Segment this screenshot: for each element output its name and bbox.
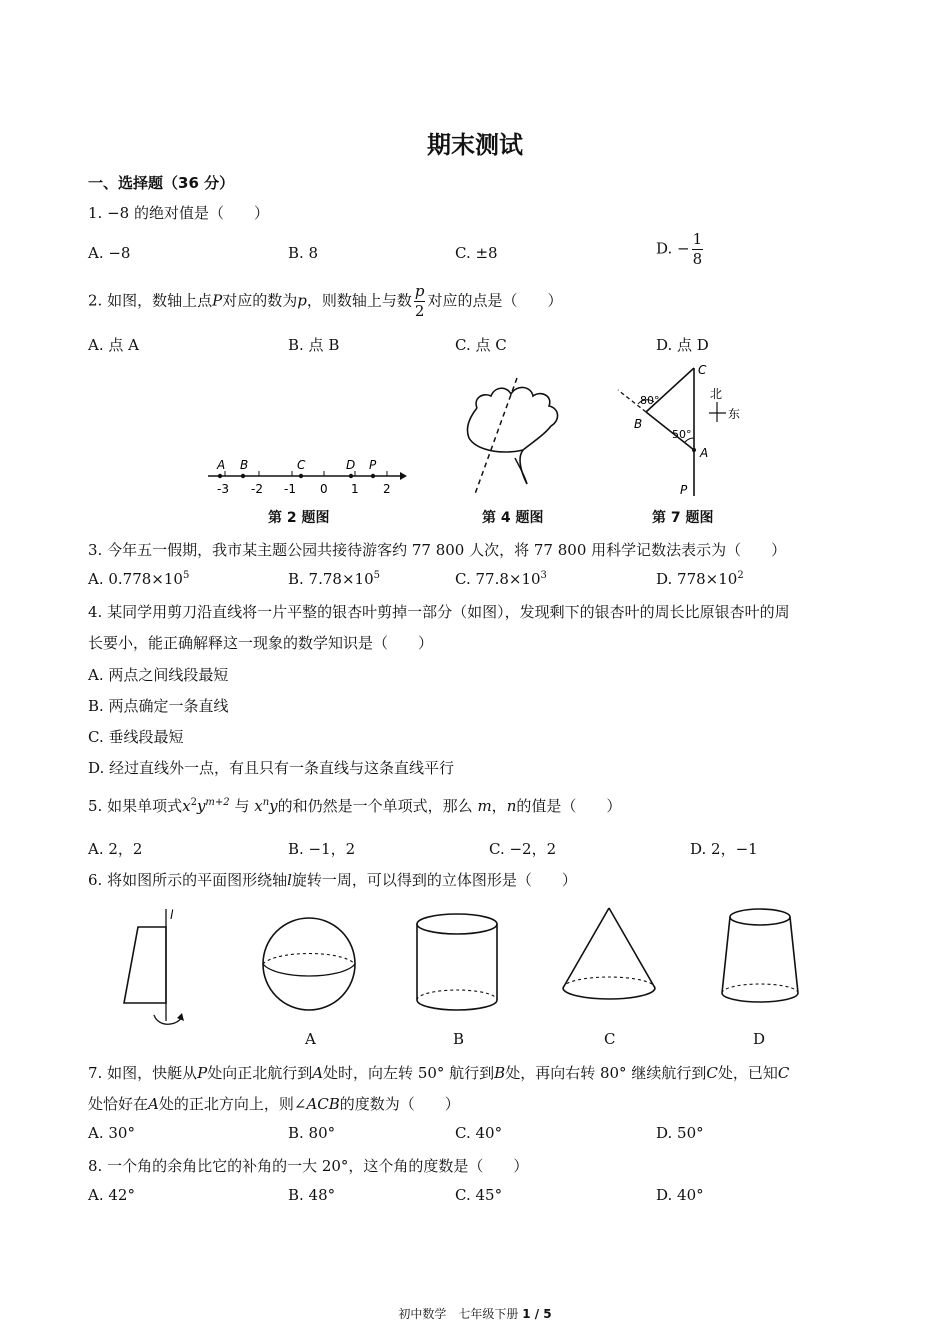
- q2-option-c: C. 点 C: [455, 336, 507, 354]
- numberline-tick: -2: [251, 482, 263, 496]
- question-1: 1. −8 的绝对值是（ ）: [88, 204, 269, 222]
- page-number: 1 / 5: [522, 1307, 552, 1321]
- q1-option-d: [656, 232, 705, 267]
- question-3: 3. 今年五一假期，我市某主题公园共接待游客约 77 800 人次，将 77 800 用科学记数法表示为（ ）: [88, 541, 787, 559]
- q7-t1: 7. 如图，快艇从: [88, 1064, 198, 1082]
- q5-var: x: [254, 797, 263, 815]
- solid-label-a: A: [305, 1030, 316, 1048]
- q6-text-pre: 6. 将如图所示的平面图形绕轴: [88, 871, 288, 889]
- sphere-figure: [258, 910, 360, 1020]
- figure-caption-4: 第 4 题图: [482, 510, 544, 526]
- question-7-line1: [88, 1062, 789, 1083]
- q5-exp: 2: [190, 797, 197, 808]
- point-label-a: A: [700, 446, 709, 460]
- q5-exp: n: [262, 797, 270, 808]
- figure-caption-7: 第 7 题图: [652, 510, 714, 526]
- q5-option-c: C. −2，2: [489, 840, 557, 858]
- question-6: [88, 869, 577, 890]
- q5-option-b: B. −1，2: [288, 840, 356, 858]
- fraction-den: 2: [414, 302, 425, 320]
- q2-option-d: D. 点 D: [656, 336, 709, 354]
- q4-option-a: A. 两点之间线段最短: [88, 666, 229, 684]
- q7-t8: 的度数为（ ）: [339, 1095, 460, 1113]
- q2-option-b: B. 点 B: [288, 336, 340, 354]
- axis-label-l: l: [170, 908, 174, 922]
- q7-angle: ∠ACB: [293, 1095, 340, 1113]
- numberline-tick: -1: [284, 482, 296, 496]
- q7-t7: 处的正北方向上，则: [158, 1095, 294, 1113]
- q8-option-c: C. 45°: [455, 1186, 503, 1204]
- fraction-den: 8: [692, 250, 703, 268]
- q1-option-a: A. −8: [88, 244, 131, 262]
- trapezoid-figure: [118, 905, 188, 1030]
- q3-option-d-base: D. 778×10: [656, 570, 738, 588]
- q7-t2: 处向正北航行到: [207, 1064, 313, 1082]
- q4-option-c: C. 垂线段最短: [88, 728, 184, 746]
- q7-t3: 处时，向左转 50° 航行到: [323, 1064, 495, 1082]
- q7-option-a: A. 30°: [88, 1124, 135, 1142]
- q7-option-d: D. 50°: [656, 1124, 704, 1142]
- cylinder-figure: [412, 910, 502, 1020]
- q4-option-b: B. 两点确定一条直线: [88, 697, 229, 715]
- cone-figure: [558, 902, 660, 1020]
- q7-var: P: [197, 1064, 208, 1082]
- question-2: [88, 284, 562, 319]
- q3-option-c-exp: 3: [540, 570, 547, 581]
- question-4-line2: 长要小，能正确解释这一现象的数学知识是（ ）: [88, 634, 434, 652]
- q3-option-a-exp: 5: [182, 570, 190, 581]
- q7-var: C: [777, 1064, 790, 1082]
- compass-east-label: 东: [728, 407, 741, 421]
- angle-label-80: 80°: [640, 394, 660, 407]
- q8-option-a: A. 42°: [88, 1186, 135, 1204]
- q3-option-d-exp: 2: [737, 570, 744, 581]
- q7-t5: 处，已知: [717, 1064, 778, 1082]
- q5-option-a: A. 2，2: [88, 840, 143, 858]
- q8-option-d: D. 40°: [656, 1186, 704, 1204]
- numberline-tick: 0: [320, 482, 328, 496]
- q5-text-post2: 的值是（ ）: [516, 797, 622, 815]
- q1-option-d-prefix: D. −: [656, 239, 690, 258]
- route-figure: [610, 358, 760, 500]
- fraction-num: 1: [692, 230, 703, 248]
- numberline-point-a: A: [217, 458, 226, 472]
- numberline-tick: 1: [351, 482, 359, 496]
- numberline-point-c: C: [297, 458, 306, 472]
- q5-var-m: m: [477, 797, 492, 815]
- section-heading: 一、选择题（36 分）: [88, 174, 235, 192]
- q5-var: y: [269, 797, 278, 815]
- point-label-c: C: [698, 363, 707, 377]
- q8-option-b: B. 48°: [288, 1186, 336, 1204]
- q1-option-c: C. ±8: [455, 244, 498, 262]
- numberline-point-p: P: [369, 458, 377, 472]
- question-7-line2: [88, 1093, 460, 1114]
- q2-option-a: A. 点 A: [88, 336, 139, 354]
- q7-option-b: B. 80°: [288, 1124, 336, 1142]
- q2-text-post: 对应的点是（ ）: [427, 291, 563, 310]
- q7-option-c: C. 40°: [455, 1124, 503, 1142]
- solid-label-d: D: [753, 1030, 766, 1048]
- solid-label-b: B: [453, 1030, 465, 1048]
- q2-var-P: P: [212, 291, 223, 310]
- q5-text-pre: 5. 如果单项式: [88, 797, 183, 815]
- ginkgo-leaf-figure: [455, 372, 575, 502]
- q6-text-post: 旋转一周，可以得到的立体图形是（ ）: [291, 871, 577, 889]
- point-label-p: P: [680, 483, 688, 497]
- footer-text: 初中数学 七年级下册: [398, 1307, 519, 1321]
- q2-var-p: p: [297, 291, 307, 310]
- q2-text-mid2: ，则数轴上与数: [306, 291, 412, 310]
- q3-option-a-base: A. 0.778×10: [88, 570, 183, 588]
- question-4-line1: 4. 某同学用剪刀沿直线将一片平整的银杏叶剪掉一部分（如图），发现剩下的银杏叶的周长比原银杏叶的周: [88, 603, 790, 621]
- question-8: 8. 一个角的余角比它的补角的一大 20°，这个角的度数是（ ）: [88, 1157, 529, 1175]
- point-label-b: B: [634, 417, 643, 431]
- q3-option-c: [455, 570, 547, 588]
- q7-var: A: [312, 1064, 324, 1082]
- numberline-point-b: B: [240, 458, 249, 472]
- q5-var: y: [196, 797, 206, 815]
- figure-caption-2: 第 2 题图: [268, 510, 330, 526]
- q3-option-b-exp: 5: [373, 570, 380, 581]
- q5-text-mid: 与: [234, 797, 250, 815]
- q7-t4: 处，再向右转 80° 继续航行到: [505, 1064, 707, 1082]
- q3-option-d: [656, 570, 744, 588]
- fraction: [692, 232, 704, 267]
- q2-text-pre: 2. 如图，数轴上点: [88, 291, 213, 310]
- q7-var: C: [706, 1064, 718, 1082]
- q3-option-b: [288, 570, 380, 588]
- angle-label-50: 50°: [672, 428, 692, 441]
- page-footer: [0, 1305, 950, 1322]
- page-title: 期末测试: [427, 131, 523, 159]
- q3-option-c-base: C. 77.8×10: [455, 570, 541, 588]
- fraction: [414, 284, 426, 319]
- compass-north-label: 北: [710, 387, 723, 401]
- q1-option-b: B. 8: [288, 244, 319, 262]
- numberline-tick: 2: [383, 482, 391, 496]
- frustum-figure: [718, 905, 802, 1010]
- numberline-point-d: D: [346, 458, 356, 472]
- q5-option-d: D. 2，−1: [690, 840, 758, 858]
- number-line-figure: [200, 450, 410, 500]
- q5-sep: ，: [491, 797, 507, 815]
- q7-var: B: [494, 1064, 506, 1082]
- q3-option-b-base: B. 7.78×10: [288, 570, 374, 588]
- q6-var-l: l: [287, 871, 292, 889]
- q2-text-mid: 对应的数为: [222, 291, 298, 310]
- q7-var: A: [148, 1095, 159, 1113]
- q4-option-d: D. 经过直线外一点，有且只有一条直线与这条直线平行: [88, 759, 455, 777]
- numberline-tick: -3: [217, 482, 229, 496]
- q5-var: x: [182, 797, 191, 815]
- fraction-num: p: [414, 282, 425, 300]
- question-5: [88, 795, 621, 816]
- solid-label-c: C: [604, 1030, 616, 1048]
- q5-var-n: n: [506, 797, 517, 815]
- q3-option-a: [88, 570, 189, 588]
- q5-exp: m+2: [205, 797, 230, 808]
- q7-t6: 处恰好在: [88, 1095, 149, 1113]
- q5-text-post: 的和仍然是一个单项式，那么: [277, 797, 473, 815]
